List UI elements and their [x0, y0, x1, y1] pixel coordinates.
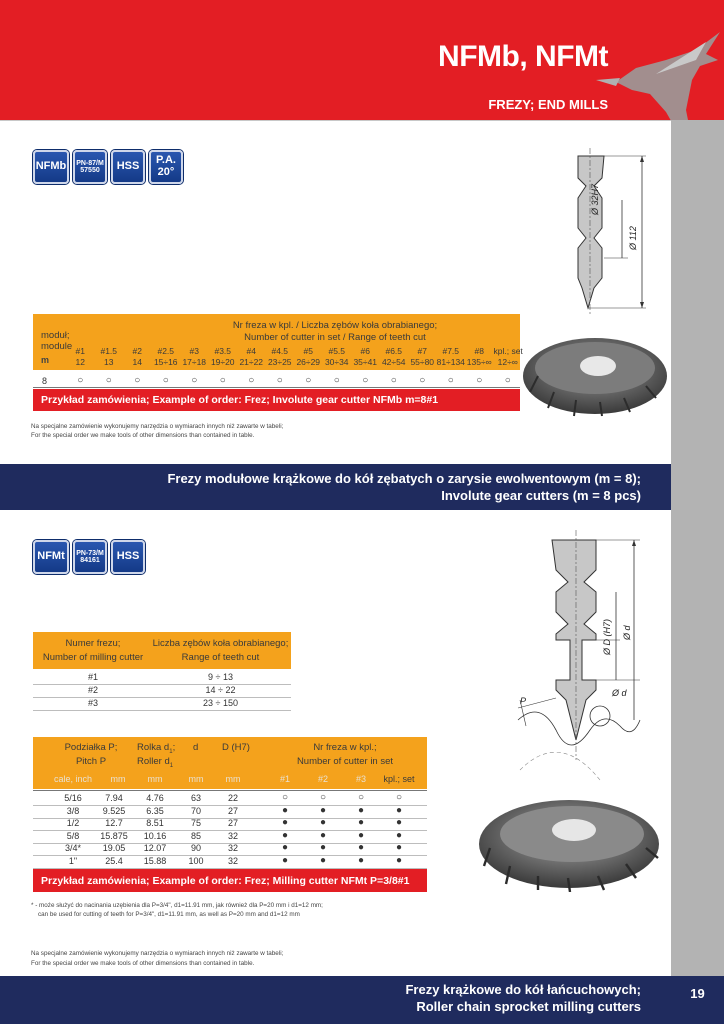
badge-standard [73, 150, 107, 184]
pitch-mm-cell: 25.4 [105, 856, 123, 866]
cutter-set-head-en: Number of cutter in set [296, 756, 394, 767]
page-subtitle: FREZY; END MILLS [488, 97, 608, 112]
availability-mark: ○ [447, 375, 454, 386]
cutter-number-cell: #5 [303, 346, 313, 356]
nfmb-profile-drawing [560, 148, 670, 318]
unit-label: mm [225, 774, 241, 784]
page-title: NFMb, NFMt [438, 40, 608, 73]
badge-nfmt [33, 540, 69, 574]
teeth-range-cell: 12÷∞ [497, 357, 518, 367]
badge-hss-2-label: HSS [116, 550, 140, 563]
page-number: 19 [690, 986, 705, 1001]
cutter-availability-mark: ● [281, 855, 289, 866]
cutter-availability-mark: ● [319, 842, 327, 854]
cutter-availability-mark: ● [357, 817, 365, 829]
availability-mark: ○ [162, 375, 169, 386]
sprocket-cutter-photo [476, 796, 662, 892]
cutter-availability-mark: ○ [357, 792, 365, 803]
cutter-number-cell: #1.5 [100, 346, 118, 356]
band-sprocket-en: Roller chain sprocket milling cutters [416, 998, 641, 1014]
range-row-number: #1 [87, 672, 98, 682]
pitch-mm-cell: 19.05 [102, 843, 126, 854]
module-symbol: m [41, 355, 50, 365]
cutter-number-cell: #4 [246, 346, 256, 356]
band-sprocket-pl: Frezy krążkowe do kół łańcuchowych; [405, 982, 641, 997]
pitch-inch-cell: 1" [68, 856, 78, 866]
teeth-range-cell: 17÷18 [182, 357, 207, 367]
pitch-inch-cell: 3/4* [64, 843, 81, 854]
cutter-availability-mark: ○ [395, 792, 403, 803]
unit-label: cale, inch [53, 774, 93, 784]
cutter-number-cell: #3.5 [214, 346, 232, 356]
cutter-availability-mark: ● [281, 804, 289, 816]
module-label-en: module [41, 341, 73, 352]
range-row-rule [33, 710, 291, 711]
roller-cell: 12.07 [143, 843, 167, 854]
band-involute-en: Involute gear cutters (m = 8 pcs) [441, 487, 641, 503]
cutter-availability-mark: ● [395, 804, 403, 816]
cutter-set-head-pl: Nr freza w kpl.; [313, 742, 377, 753]
roller-head-en: Roller $d_1$ [137, 756, 174, 769]
teeth-range-cell: 55÷80 [410, 357, 435, 367]
pitch-inch-cell: 5/16 [64, 793, 82, 803]
special-order-note-en: For the special order we make tools of other dimensions than contained in table. [31, 432, 255, 439]
right-sidebar [671, 120, 724, 1024]
cutter-number-cell: #2.5 [157, 346, 175, 356]
pitch-cutter-header: #3 [355, 774, 366, 784]
badge-hss [111, 150, 145, 184]
cutter-availability-mark: ● [357, 842, 365, 854]
cutter-number-cell: #7.5 [442, 346, 460, 356]
pitch-cutter-header: #1 [279, 774, 290, 784]
unit-label: mm [188, 774, 204, 784]
roller-cell: 8.51 [146, 818, 164, 829]
roller-head-pl: Rolka $d_1$; [137, 742, 176, 755]
availability-mark: ○ [219, 375, 226, 386]
pitch-inch-cell: 5/8 [66, 830, 80, 841]
range-col1-en: Number of milling cutter [42, 652, 144, 663]
cutter-number-cell: kpl.; set [493, 346, 523, 356]
cutter-availability-mark: ● [357, 829, 365, 841]
module-label-pl: moduł; [41, 330, 70, 341]
cutter-number-cell: #5.5 [328, 346, 346, 356]
teeth-range-cell: 19÷20 [210, 357, 235, 367]
teeth-range-cell: 13 [104, 357, 114, 367]
cutter-availability-mark: ● [395, 855, 403, 866]
pitch-mm-cell: 15.875 [100, 830, 128, 841]
cutter-number-cell: #6.5 [385, 346, 403, 356]
cutter-availability-mark: ● [319, 855, 327, 866]
teeth-range-cell: 14 [132, 357, 142, 367]
cutter-number-cell: #2 [132, 346, 142, 356]
badge-pressure-angle [149, 150, 183, 184]
d-cell: 90 [190, 843, 201, 854]
pitch-head-en: Pitch P [75, 756, 107, 767]
availability-mark: ○ [77, 375, 84, 386]
cutter-availability-mark: ● [395, 842, 403, 854]
roller-cell: 15.88 [143, 856, 167, 866]
availability-mark: ○ [191, 375, 198, 386]
order-example-nfmt: Przykład zamówienia; Example of order: Frez; Milling cutter NFMt P=3/8#1 [33, 869, 427, 892]
cutter-number-cell: #1 [75, 346, 85, 356]
nfmt-profile-drawing [500, 530, 670, 790]
badge-hss-2 [111, 540, 145, 574]
teeth-range-cell: 21÷22 [239, 357, 264, 367]
nfmt-outer-label: Ø d [622, 625, 632, 640]
header-divider [0, 120, 671, 121]
availability-mark: ○ [248, 375, 255, 386]
section-band-involute [0, 464, 671, 510]
roller-cell: 6.35 [146, 805, 164, 816]
pitch-mm-cell: 9.525 [102, 805, 126, 816]
teeth-range-cell: 30÷34 [324, 357, 349, 367]
badge-standard-line2: 57550 [80, 167, 100, 174]
cutter-number-cell: #7 [417, 346, 427, 356]
band-involute-pl: Frezy modułowe krążkowe do kół zębatych o zarysie ewolwentowym (m = 8); [167, 471, 641, 486]
range-row-teeth: 23 ÷ 150 [203, 698, 238, 708]
availability-mark: ○ [105, 375, 112, 386]
bore-diameter-label: Ø 32H7 [590, 183, 600, 215]
cutter-availability-mark: ● [319, 829, 327, 841]
availability-mark: ○ [305, 375, 312, 386]
order-example-nfmb: Przykład zamówienia; Example of order: Frez; Involute gear cutter NFMb m=8#1 [33, 389, 520, 411]
cutter-table-title-en: Number of cutter in set / Range of teeth cut [244, 332, 426, 343]
table-rule [33, 387, 520, 388]
cutter-availability-mark: ● [319, 817, 327, 829]
pitch-cutter-header: #2 [317, 774, 328, 784]
d-cell: 63 [190, 793, 201, 803]
badge-standard-2-line1: PN-73/M [76, 549, 104, 557]
gear-cutter-photo-1 [520, 332, 670, 418]
D-cell: 27 [227, 805, 238, 816]
cutter-table-title-pl: Nr freza w kpl. / Liczba zębów koła obrabianego; [232, 320, 438, 331]
badge-nfmb [33, 150, 69, 184]
roller-head-pl-text: Rolka d [137, 742, 170, 753]
availability-mark: ○ [419, 375, 426, 386]
teeth-range-cell: 42÷54 [381, 357, 406, 367]
unit-label: mm [110, 774, 126, 784]
footnote-pl: * - może służyć do nacinania uzębienia dla P=3/4", d1=11.91 mm, jak również dla P=20 mm i d1=12 mm; [31, 902, 323, 909]
range-row-number: #2 [87, 685, 98, 695]
range-col2-en: Range of teeth cut [181, 652, 260, 663]
pitch-mm-cell: 12.7 [105, 818, 123, 829]
D-cell: 22 [227, 793, 238, 803]
special-order-note-pl: Na specjalne zamówienie wykonujemy narzędzia o wymiarach innych niż zawarte w tabeli; [31, 423, 284, 430]
pitch-inch-cell: 1/2 [66, 818, 80, 829]
badge-pa-line2: 20° [157, 166, 175, 178]
teeth-range-cell: 12 [75, 357, 85, 367]
cutter-availability-mark: ● [281, 842, 289, 854]
roller-head-en-text: Roller d [137, 756, 170, 767]
availability-mark: ○ [276, 375, 283, 386]
range-col2-pl: Liczba zębów koła obrabianego; [152, 638, 289, 649]
range-row-teeth: 14 ÷ 22 [205, 685, 236, 695]
availability-mark: ○ [134, 375, 141, 386]
roller-cell: 10.16 [143, 830, 167, 841]
section-band-sprocket [0, 976, 671, 1024]
pitch-mm-cell: 7.94 [105, 793, 123, 803]
badge-hss-label: HSS [116, 160, 140, 173]
cutter-number-cell: #8 [474, 346, 484, 356]
badge-nfmt-label: NFMt [37, 550, 65, 563]
special-order-note-2-en: For the special order we make tools of other dimensions than contained in table. [31, 960, 255, 967]
D-cell: 27 [227, 818, 238, 829]
D-cell: 32 [227, 830, 238, 841]
badge-nfmb-label: NFMb [35, 160, 67, 173]
cutter-availability-mark: ○ [281, 792, 289, 803]
D-cell: 32 [227, 856, 238, 866]
d-cell: 75 [190, 818, 201, 829]
availability-mark: ○ [362, 375, 369, 386]
range-row-number: #3 [87, 698, 98, 708]
availability-mark: ○ [476, 375, 483, 386]
teeth-range-cell: 81÷134 [436, 357, 465, 367]
cutter-availability-mark: ● [281, 817, 289, 829]
cutter-availability-mark: ● [357, 855, 365, 866]
pitch-inch-cell: 3/8 [66, 805, 80, 816]
cutter-availability-mark: ● [281, 829, 289, 841]
cutter-availability-mark: ● [319, 804, 327, 816]
cutter-availability-mark: ○ [319, 792, 327, 803]
cutter-number-cell: #3 [189, 346, 199, 356]
teeth-range-cell: 35÷41 [353, 357, 378, 367]
badge-standard-line1: PN-87/M [76, 159, 104, 167]
range-row-teeth: 9 ÷ 13 [208, 672, 233, 682]
unit-label: mm [147, 774, 163, 784]
availability-mark: ○ [390, 375, 397, 386]
pitch-header-rule [33, 790, 427, 791]
availability-mark: ○ [504, 375, 511, 386]
footnote-en: can be used for cutting of teeth for P=3/4", d1=11.91 mm, as well as P=20 mm and d1=12 mm [38, 911, 300, 918]
pitch-head-pl: Podziałka P; [64, 742, 118, 753]
teeth-range-cell: 15÷16 [153, 357, 178, 367]
nfmt-bore-label: Ø D (H7) [602, 619, 612, 655]
teeth-range-cell: 23÷25 [267, 357, 292, 367]
badge-standard-2 [73, 540, 107, 574]
pitch-cutter-header: kpl.; set [383, 774, 415, 784]
roller-cell: 4.76 [146, 793, 164, 803]
badge-standard-2-line2: 84161 [80, 557, 100, 564]
d-cell: 100 [188, 856, 204, 866]
d-cell: 70 [190, 805, 201, 816]
pitch-label: P [520, 696, 527, 706]
module-value: 8 [42, 376, 48, 386]
cutter-number-cell: #6 [360, 346, 370, 356]
range-col1-pl: Numer frezu; [65, 638, 121, 649]
cutter-number-cell: #4.5 [271, 346, 289, 356]
roller-diameter-label: Ø d [612, 688, 627, 698]
cutter-availability-mark: ● [357, 804, 365, 816]
d-head: d [193, 742, 199, 753]
d-cell: 85 [190, 830, 201, 841]
availability-mark: ○ [333, 375, 340, 386]
D-head: D (H7) [222, 742, 250, 753]
teeth-range-cell: 26÷29 [296, 357, 321, 367]
cutter-availability-mark: ● [395, 829, 403, 841]
teeth-range-cell: 135÷∞ [466, 357, 492, 367]
badge-pa-line1: P.A. [156, 154, 176, 167]
special-order-note-2-pl: Na specjalne zamówienie wykonujemy narzędzia o wymiarach innych niż zawarte w tabeli; [31, 950, 284, 957]
D-cell: 32 [227, 843, 238, 854]
cutter-availability-mark: ● [395, 817, 403, 829]
outer-diameter-label: Ø 112 [628, 226, 638, 250]
